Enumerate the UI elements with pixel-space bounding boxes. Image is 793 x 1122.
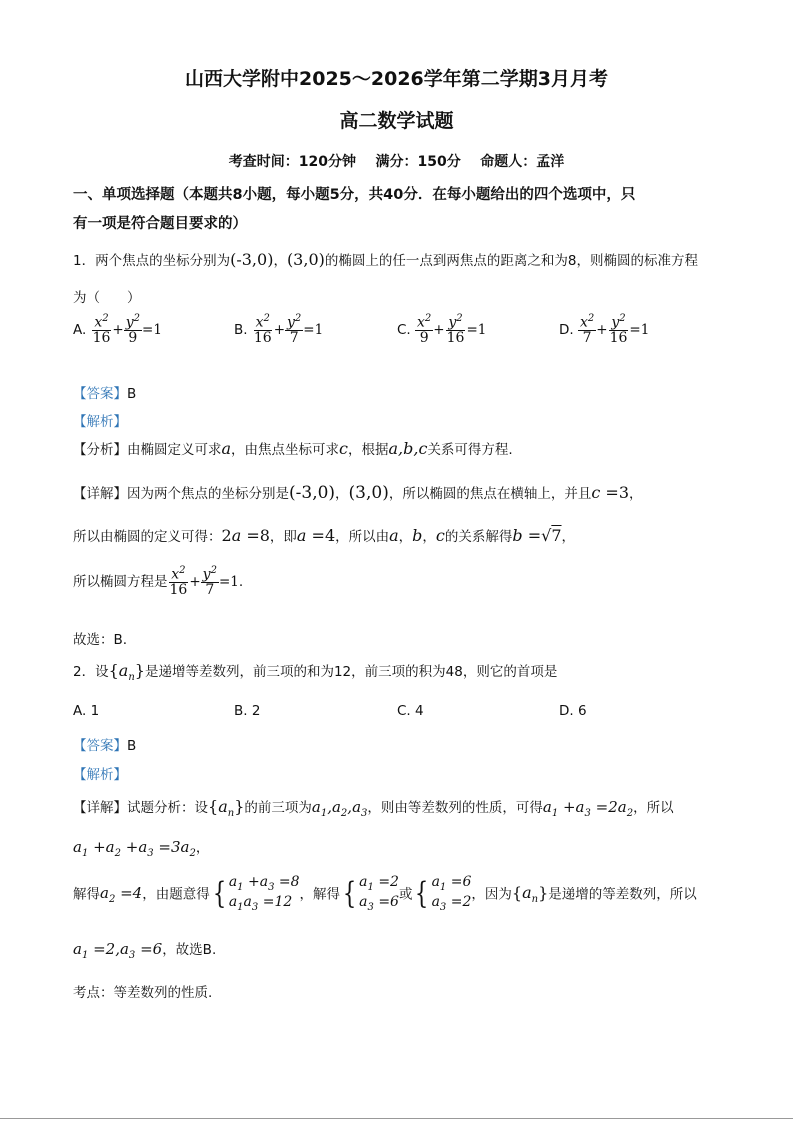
q1-option-b: B. $\frac{x^2}{16}$ + $\frac{y^2}{7}$ =1 (234, 313, 324, 347)
q2-xiangjie-4: $a_1 =2,a_3 =6$，故选B. (73, 940, 217, 961)
section-heading-cont: 有一项是符合题目要求的） (73, 216, 247, 232)
q1-stem: 1．两个焦点的坐标分别为(-3,0)，(3,0)的椭圆上的任一点到两焦点的距离之和为8，则椭圆的标准方程 (73, 250, 698, 269)
q1-option-d: D. $\frac{x^2}{7}$ + $\frac{y^2}{16}$ =1 (559, 313, 650, 347)
q2-kaodian: 考点：等差数列的性质. (73, 985, 213, 1001)
q1-xiangjie: 【详解】因为两个焦点的坐标分别是(-3,0)，(3,0)，所以椭圆的焦点在横轴上，并且c =3， (73, 483, 643, 503)
q1-answer: 【答案】B (73, 386, 137, 402)
q2-option-c: C. 4 (397, 703, 424, 719)
section-heading: 一、单项选择题（本题共8小题，每小题5分，共40分．在每小题给出的四个选项中，只 (73, 187, 636, 203)
q2-xiangjie-2: $a_1 +a_2 +a_3 =3a_2$， (73, 838, 210, 859)
exam-info: 考查时间：120分钟 满分：150分 命题人：孟洋 (228, 154, 565, 170)
q1-xiangjie-3: 所以椭圆方程是 $\frac{x^2}{16}$ + $\frac{y^2}{7}$ =1. (73, 565, 244, 599)
page-title: 山西大学附中2025～2026学年第二学期3月月考 (185, 68, 608, 90)
q2-option-a: A. 1 (73, 703, 100, 719)
q2-answer: 【答案】B (73, 738, 137, 754)
q2-analysis-tag: 【解析】 (73, 767, 127, 783)
q1-option-a: A. $\frac{x^2}{16}$ + $\frac{y^2}{9}$ =1 (73, 313, 162, 347)
q1-conclusion: 故选：B. (73, 632, 128, 648)
q2-option-b: B. 2 (234, 703, 261, 719)
q1-analysis-tag: 【解析】 (73, 414, 127, 430)
q1-option-c: C. $\frac{x^2}{9}$ + $\frac{y^2}{16}$ =1 (397, 313, 487, 347)
page-bottom-rule (0, 1118, 793, 1119)
page-subtitle: 高二数学试题 (339, 110, 454, 132)
q1-stem-cont: 为（ ） (73, 290, 141, 306)
q2-xiangjie-3: 解得$a_2 =4$，由题意得 { $a_1 +a_3 =8$ $a_1a_3 =12$ ，解得 { $a_1 =2$ $a_3 =6$ 或 { $a_1 =6$ $a_3 =2$ ，因为$\{a_n\}$是递增的等差数列，所以 (73, 874, 697, 914)
q2-xiangjie: 【详解】试题分析：设$\{a_n\}$的前三项为$a_1,a_2,a_3$，则由等差数列的性质，可得$a_1 +a_3 =2a_2$，所以 (73, 797, 674, 820)
q1-xiangjie-2: 所以由椭圆的定义可得：2a =8，即a =4，所以由a，b，c的关系解得b =√7， (73, 526, 576, 545)
q1-fenxi: 【分析】由椭圆定义可求a，由焦点坐标可求c，根据a,b,c关系可得方程. (73, 439, 513, 458)
q2-stem: 2．设$\{a_n\}$是递增等差数列，前三项的和为12，前三项的积为48，则它的首项是 (73, 661, 558, 684)
q2-option-d: D. 6 (559, 703, 587, 719)
